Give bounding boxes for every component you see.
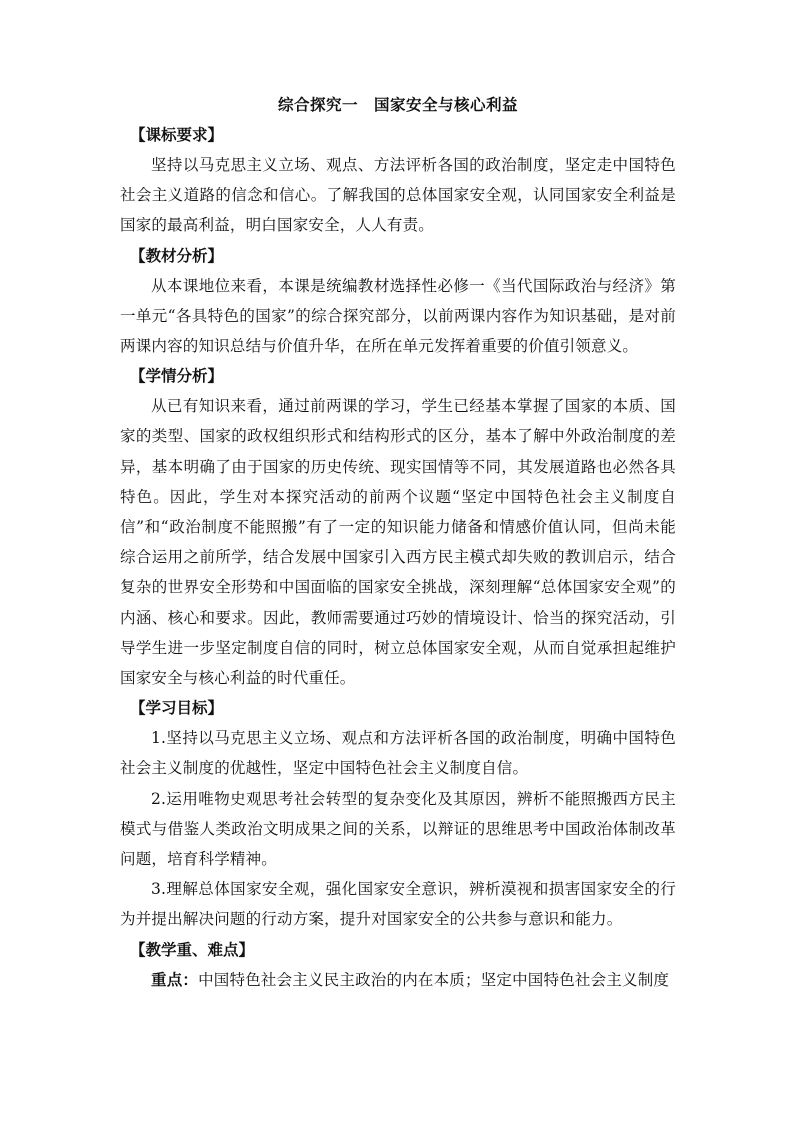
key-points-heading: 【教学重、难点】 (130, 939, 255, 959)
objective-item-3: 3.理解总体国家安全观，强化国家安全意识，辨析漠视和损害国家安全的行为并提出解决问题的行动方案，提升对国家安全的公共参与意识和能力。 (120, 880, 676, 929)
title-part-2: 国家安全与核心利益 (374, 95, 519, 114)
document-page (120, 90, 676, 995)
students-paragraph: 从已有知识来看，通过前两课的学习，学生已经基本掌握了国家的本质、国家的类型、国家的政权组织形式和结构形式的区分，基本了解中外政治制度的差异，基本明确了由于国家的历史传统、现实国情等不同，其发展道路也必然各具特色。因此，学生对本探究活动的前两个议题“坚定中国特色社会主义制度自信”和“政治制度不能照搬”有了一定的知识能力储备和情感价值认同，但尚未能综合运用之前所学，结合发展中国家引入西方民主模式却失败的教训启示，结合复杂的世界安全形势和中国面临的国家安全挑战，深刻理解“总体国家安全观”的内涵、核心和要求。因此，教师需要通过巧妙的情境设计、恰当的探究活动，引导学生进一步坚定制度自信的同时，树立总体国家安全观，从而自觉承担起维护国家安全与核心利益的时代重任。 (120, 397, 676, 688)
key-points-paragraph (120, 965, 676, 995)
objectives-heading: 【学习目标】 (130, 698, 224, 718)
title-part-1: 综合探究一 (277, 95, 358, 114)
textbook-paragraph: 从本课地位来看，本课是统编教材选择性必修一《当代国际政治与经济》第一单元“各具特色的国家”的综合探究部分，以前两课内容作为知识基础，是对前两课内容的知识总结与价值升华，在所在单元发挥着重要的价值引领意义。 (120, 276, 676, 356)
document-title (120, 90, 676, 120)
curriculum-heading: 【课标要求】 (130, 125, 224, 144)
key-points-text: 中国特色社会主义民主政治的内在本质；坚定中国特色社会主义制度 (198, 970, 670, 989)
objective-item-2: 2.运用唯物史观思考社会转型的复杂变化及其原因，辨析不能照搬西方民主模式与借鉴人类政治文明成果之间的关系，以辩证的思维思考中国政治体制改革问题，培育科学精神。 (120, 789, 676, 869)
objective-item-1: 1.坚持以马克思主义立场、观点和方法评析各国的政治制度，明确中国特色社会主义制度的优越性，坚定中国特色社会主义制度自信。 (120, 729, 676, 778)
curriculum-paragraph: 坚持以马克思主义立场、观点、方法评析各国的政治制度，坚定走中国特色社会主义道路的信念和信心。了解我国的总体国家安全观，认同国家安全利益是国家的最高利益，明白国家安全，人人有责。 (120, 156, 676, 235)
key-points-lead: 重点： (151, 969, 199, 989)
textbook-heading: 【教材分析】 (130, 245, 224, 265)
students-heading: 【学情分析】 (130, 366, 224, 386)
